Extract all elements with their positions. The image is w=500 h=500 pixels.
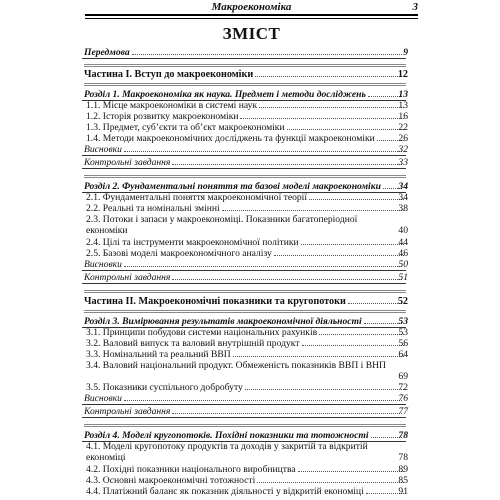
toc-note-entry[interactable] — [84, 272, 408, 283]
dot-leader — [172, 278, 402, 280]
dot-leader — [172, 412, 402, 414]
toc-entry-title: Висновки — [84, 393, 122, 404]
page-title: ЗМІСТ — [222, 24, 281, 43]
toc-note-entry[interactable] — [84, 393, 408, 404]
toc-part-entry[interactable] — [84, 69, 408, 80]
toc-entry-page: 9 — [403, 47, 408, 58]
toc-entry-page: 85 — [398, 475, 408, 486]
toc-entry-title: 4.1. Моделі кругопотоку продуктів та доходів у закритій та відкритій економіці — [86, 441, 368, 463]
toc-entry-title: 3.1. Принципи побудови системи національних рахунків — [86, 327, 318, 338]
toc-entry-page: 33 — [398, 157, 408, 168]
toc-section-entry[interactable] — [84, 464, 406, 475]
toc-entry-page: 40 — [398, 225, 408, 236]
toc-section-entry[interactable] — [84, 327, 406, 338]
toc-entry-page: 12 — [397, 69, 408, 80]
toc-section-entry[interactable] — [84, 203, 406, 214]
toc-entry-title: Передмова — [84, 47, 130, 58]
toc-entry-page: 22 — [398, 122, 408, 133]
toc-note-entry[interactable] — [84, 144, 408, 155]
toc-chapter-entry[interactable] — [84, 89, 408, 100]
toc-entry-title: 2.2. Реальні та номінальні змінні — [86, 203, 220, 214]
toc-entry-page: 50 — [398, 259, 408, 270]
toc-entry-title: 3.4. Валовий національний продукт. Обмеженість показників ВВП і ВНП — [86, 360, 386, 371]
toc-section-entry[interactable] — [84, 192, 406, 203]
dot-leader — [245, 388, 404, 390]
header-page-number: 3 — [412, 1, 418, 13]
toc-entry-page: 52 — [397, 296, 408, 307]
dot-leader — [132, 53, 402, 55]
toc-part-entry[interactable] — [84, 296, 408, 307]
toc-entry-title: Розділ 4. Моделі кругопотоків. Похідні показники та тотожності — [84, 430, 369, 441]
separator — [84, 310, 406, 313]
toc-entry-page: 51 — [398, 272, 408, 283]
toc-entry-page: 77 — [398, 406, 408, 417]
dot-leader — [274, 254, 404, 256]
separator — [84, 83, 406, 86]
dot-leader — [255, 75, 402, 77]
toc-note-entry[interactable] — [84, 406, 408, 417]
toc-entry-title: 1.3. Предмет, суб’єкти та об’єкт макроекономіки — [86, 122, 285, 133]
toc-entry-title: Розділ 3. Вимірювання результатів макроекономічної діяльності — [84, 316, 362, 327]
toc-section-entry[interactable] — [84, 338, 406, 349]
dot-leader — [222, 209, 404, 211]
toc-section-entry[interactable] — [84, 122, 406, 133]
toc-entry-title: Контрольні завдання — [84, 406, 171, 417]
toc-entry-page: 78 — [398, 430, 408, 441]
dot-leader — [259, 106, 404, 108]
toc-entry-page: 34 — [398, 192, 408, 203]
toc-entry-page: 69 — [398, 371, 408, 382]
toc-chapter-entry[interactable] — [84, 181, 408, 192]
toc-entry-page: 76 — [398, 393, 408, 404]
toc-entry-title: Частина І. Вступ до макроекономіки — [84, 69, 254, 80]
toc-section-entry[interactable] — [84, 475, 406, 486]
dot-leader — [301, 243, 404, 245]
toc-entry-title: 1.1. Місце макроекономіки в системі наук — [86, 100, 258, 111]
toc-entry-page: 53 — [398, 327, 408, 338]
dot-leader — [124, 150, 402, 152]
toc-entry-page: 44 — [398, 237, 408, 248]
toc-chapter-entry[interactable] — [84, 430, 408, 441]
separator — [84, 64, 406, 67]
toc-entry-page: 89 — [398, 464, 408, 475]
toc-entry-page: 26 — [398, 133, 408, 144]
toc-front-entry[interactable] — [84, 47, 408, 58]
toc-entry-page: 46 — [398, 248, 408, 259]
toc-entry-title: Висновки — [84, 144, 122, 155]
toc-entry-page: 38 — [398, 203, 408, 214]
toc-entry-title: 3.5. Показники суспільного добробуту — [86, 382, 243, 393]
toc-entry-page: 32 — [398, 144, 408, 155]
toc-entry-title: 2.5. Базові моделі макроекономічного аналізу — [86, 248, 272, 259]
toc-entry-page: 16 — [398, 111, 408, 122]
toc-entry-page: 56 — [398, 338, 408, 349]
toc-entry-title: Розділ 2. Фундаментальні поняття та базові моделі макроекономіки — [84, 181, 381, 192]
toc-entry-title: 4.3. Основні макроекономічні тотожності — [86, 475, 256, 486]
toc-entry-page: 91 — [398, 486, 408, 497]
toc-entry-title: 2.1. Фундаментальні поняття макроекономічної теорії — [86, 192, 308, 203]
toc-entry-page: 13 — [398, 89, 408, 100]
dot-leader — [240, 117, 404, 119]
dot-leader — [309, 198, 404, 200]
toc-section-entry[interactable] — [84, 133, 406, 144]
toc-note-entry[interactable] — [84, 259, 408, 270]
toc-entry-title: 3.3. Номінальний та реальний ВВП — [86, 349, 231, 360]
toc-entry-title: 4.4. Платіжний баланс як показник діяльності у відкритій економіці — [86, 486, 364, 497]
toc-entry-page: 53 — [398, 316, 408, 327]
toc-entry-title: 3.2. Валовий випуск та валовий внутрішній продукт — [86, 338, 300, 349]
dot-leader — [287, 128, 404, 130]
dot-leader — [298, 470, 404, 472]
running-header — [85, 0, 418, 16]
toc-entry-page: 64 — [398, 349, 408, 360]
toc-entry-title: 2.4. Цілі та інструменти макроекономічної політики — [86, 237, 299, 248]
separator — [84, 290, 406, 293]
toc-section-entry[interactable] — [84, 382, 406, 393]
dot-leader — [233, 355, 404, 357]
header-title: Макроекономіка — [211, 1, 292, 13]
toc-section-entry[interactable] — [84, 441, 406, 463]
separator — [84, 424, 406, 427]
toc-entry-title: Висновки — [84, 259, 122, 270]
dot-leader — [124, 265, 402, 267]
toc-section-entry[interactable] — [84, 360, 406, 382]
toc-section-entry[interactable] — [84, 237, 406, 248]
toc-entry-title: 1.4. Методи макроекономічних досліджень та функції макроекономіки — [86, 133, 375, 144]
toc-section-entry[interactable] — [84, 214, 406, 236]
toc-entry-title: 1.2. Історія розвитку макроекономіки — [86, 111, 239, 122]
toc-section-entry[interactable] — [84, 100, 406, 111]
toc-entry-title: Контрольні завдання — [84, 157, 171, 168]
toc-section-entry[interactable] — [84, 111, 406, 122]
toc-chapter-entry[interactable] — [84, 316, 408, 327]
separator — [84, 175, 406, 178]
toc-entry-title: Розділ 1. Макроекономіка як наука. Предмет і методи досліджень — [84, 89, 366, 100]
dot-leader — [124, 399, 402, 401]
toc-entry-page: 34 — [398, 181, 408, 192]
toc-section-entry[interactable] — [84, 349, 406, 360]
toc-entry-page: 72 — [398, 382, 408, 393]
toc-section-entry[interactable] — [84, 248, 406, 259]
toc-entry-title: 2.3. Потоки і запаси у макроекономіці. Показники багатоперіодної економіки — [86, 214, 358, 236]
dot-leader — [257, 481, 404, 483]
toc-entry-title: 4.2. Похідні показники національного виробництва — [86, 464, 296, 475]
toc-section-entry[interactable] — [84, 486, 406, 497]
toc-entry-title: Контрольні завдання — [84, 272, 171, 283]
dot-leader — [302, 344, 404, 346]
toc-entry-title: Частина ІІ. Макроекономічні показники та кругопотоки — [84, 296, 346, 307]
toc-entry-page: 13 — [398, 100, 408, 111]
dot-leader — [172, 163, 402, 165]
toc-note-entry[interactable] — [84, 157, 408, 168]
toc-entry-page: 78 — [398, 452, 408, 463]
